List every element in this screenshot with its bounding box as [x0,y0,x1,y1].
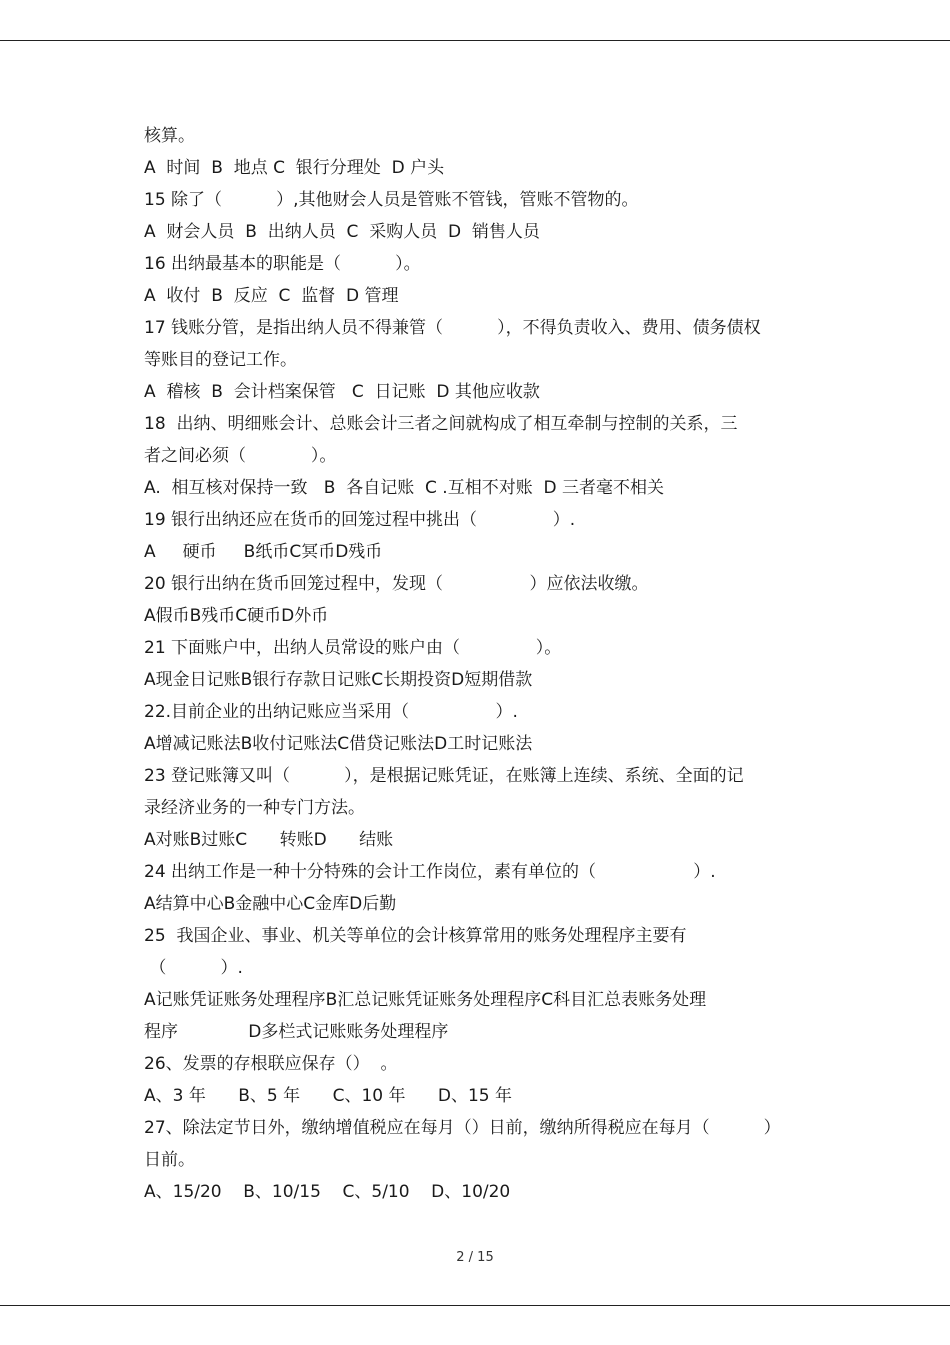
text-line: A 收付 B 反应 C 监督 D 管理 [144,286,399,306]
text-line: 20 银行出纳在货币回笼过程中，发现（ ）应依法收缴。 [144,574,649,594]
text-line: 录经济业务的一种专门方法。 [144,798,365,818]
text-line: A假币B残币C硬币D外币 [144,606,329,626]
text-line: 17 钱账分管，是指出纳人员不得兼管（ ），不得负责收入、费用、债务债权 [144,318,761,338]
text-line: 程序 D多栏式记账账务处理程序 [144,1022,449,1042]
text-line: A记账凭证账务处理程序B汇总记账凭证账务处理程序C科目汇总表账务处理 [144,990,707,1010]
text-line: 21 下面账户中，出纳人员常设的账户由（ ）。 [144,638,562,658]
document-body [144,122,824,1210]
text-line: A 财会人员 B 出纳人员 C 采购人员 D 销售人员 [144,222,540,242]
text-line: A、15/20 B、10/15 C、5/10 D、10/20 [144,1182,511,1202]
text-line: 等账目的登记工作。 [144,350,297,370]
text-line: 日前。 [144,1150,195,1170]
text-line: （ ）. [144,958,243,978]
text-line: 24 出纳工作是一种十分特殊的会计工作岗位，素有单位的（ ）. [144,862,716,882]
text-line: 者之间必须（ ）。 [144,446,337,466]
text-line: 19 银行出纳还应在货币的回笼过程中挑出（ ）. [144,510,576,530]
text-line: 核算。 [144,126,195,146]
top-rule [0,40,950,41]
text-line: 23 登记账簿又叫（ ），是根据记账凭证，在账簿上连续、系统、全面的记 [144,766,744,786]
text-line: 27、除法定节日外，缴纳增值税应在每月（）日前，缴纳所得税应在每月（ ） [144,1118,781,1138]
page-number: 2 / 15 [456,1250,494,1265]
text-line: 22.目前企业的出纳记账应当采用（ ）. [144,702,518,722]
text-line: A、3 年 B、5 年 C、10 年 D、15 年 [144,1086,513,1106]
text-line: A. 相互核对保持一致 B 各自记账 C .互相不对账 D 三者毫不相关 [144,478,665,498]
bottom-rule [0,1305,950,1306]
text-line: A增减记账法B收付记账法C借贷记账法D工时记账法 [144,734,533,754]
text-line: 16 出纳最基本的职能是（ ）。 [144,254,421,274]
text-line: 25 我国企业、事业、机关等单位的会计核算常用的账务处理程序主要有 [144,926,687,946]
text-line: A 硬币 B纸币C冥币D残币 [144,542,383,562]
text-line: A 稽核 B 会计档案保管 C 日记账 D 其他应收款 [144,382,540,402]
text-line: 26、发票的存根联应保存（） 。 [144,1054,398,1074]
text-line: A现金日记账B银行存款日记账C长期投资D短期借款 [144,670,533,690]
text-line: A对账B过账C 转账D 结账 [144,830,394,850]
text-line: 18 出纳、明细账会计、总账会计三者之间就构成了相互牵制与控制的关系，三 [144,414,738,434]
text-line: A结算中心B金融中心C金库D后勤 [144,894,397,914]
text-line: 15 除了（ ）,其他财会人员是管账不管钱，管账不管物的。 [144,190,639,210]
text-line: A 时间 B 地点 C 银行分理处 D 户头 [144,158,445,178]
